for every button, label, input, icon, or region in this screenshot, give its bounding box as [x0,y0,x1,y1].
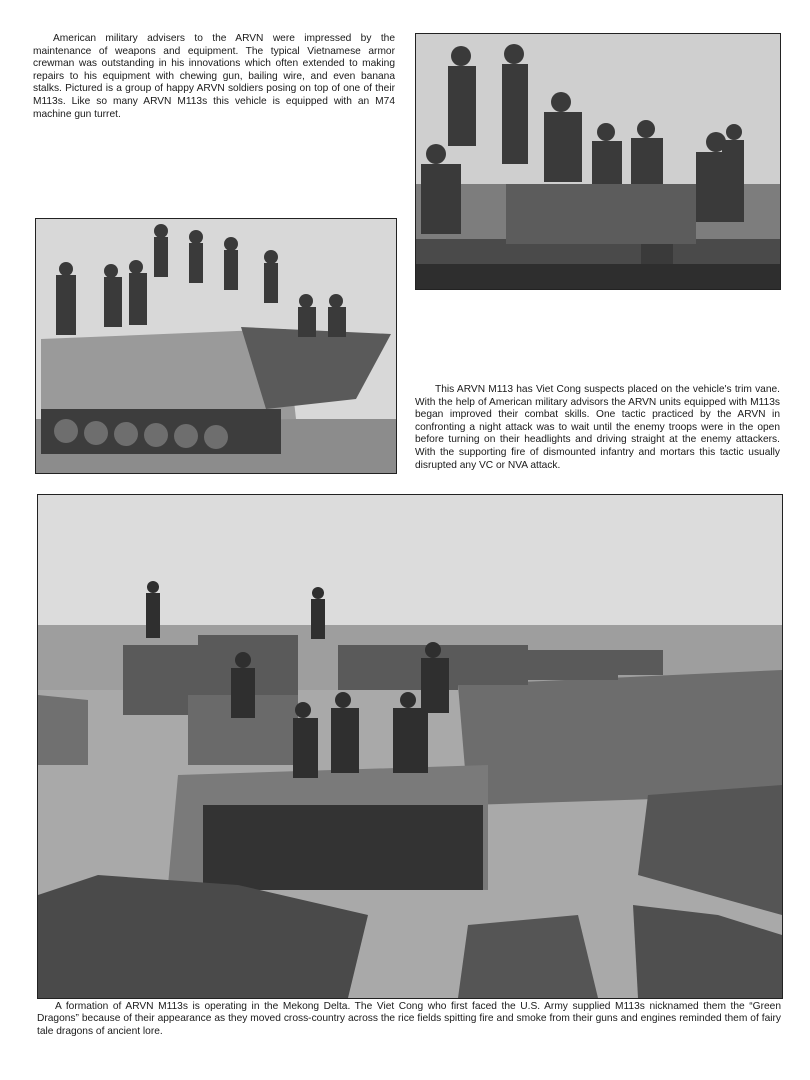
caption-bottom: A formation of ARVN M113s is operating in the Mekong Delta. The Viet Cong who first faced the U.S. Army supplied M113s nicknamed them the “Green Dragons” because of their appearance as they moved cross-country across the rice fields spitting fire and smoke from their guns and engines reminded them of fairy tale dragons of ancient lore. [37,1001,781,1037]
caption-top-left: American military advisers to the ARVN were impressed by the maintenance of weapons and equipment. The typical Vietnamese armor crewman was outstanding in his innovations which often extended to making repairs to his equipment with chewing gun, bailing wire, and even banana stalks. Pictured is a group of happy ARVN soldiers posing on top of one of their M113s. Like so many ARVN M113s this vehicle is equipped with an M74 machine gun turret. [33,33,395,120]
photo-m113-with-suspects [35,218,397,474]
caption-middle-right: This ARVN M113 has Viet Cong suspects placed on the vehicle's trim vane. With the help of American military advisors the ARVN units equipped with M113s began improved their combat skills. One tactic practiced by the ARVN in confronting a night attack was to wait until the enemy troops were in the open before turning on their headlights and driving straight at the enemy attackers. With the supporting fire of dismounted infantry and mortars this tactic usually disrupted any VC or NVA attack. [415,384,780,471]
photo-soldiers-on-m113 [415,33,781,290]
photo-m113-formation-mekong-delta [37,494,783,999]
